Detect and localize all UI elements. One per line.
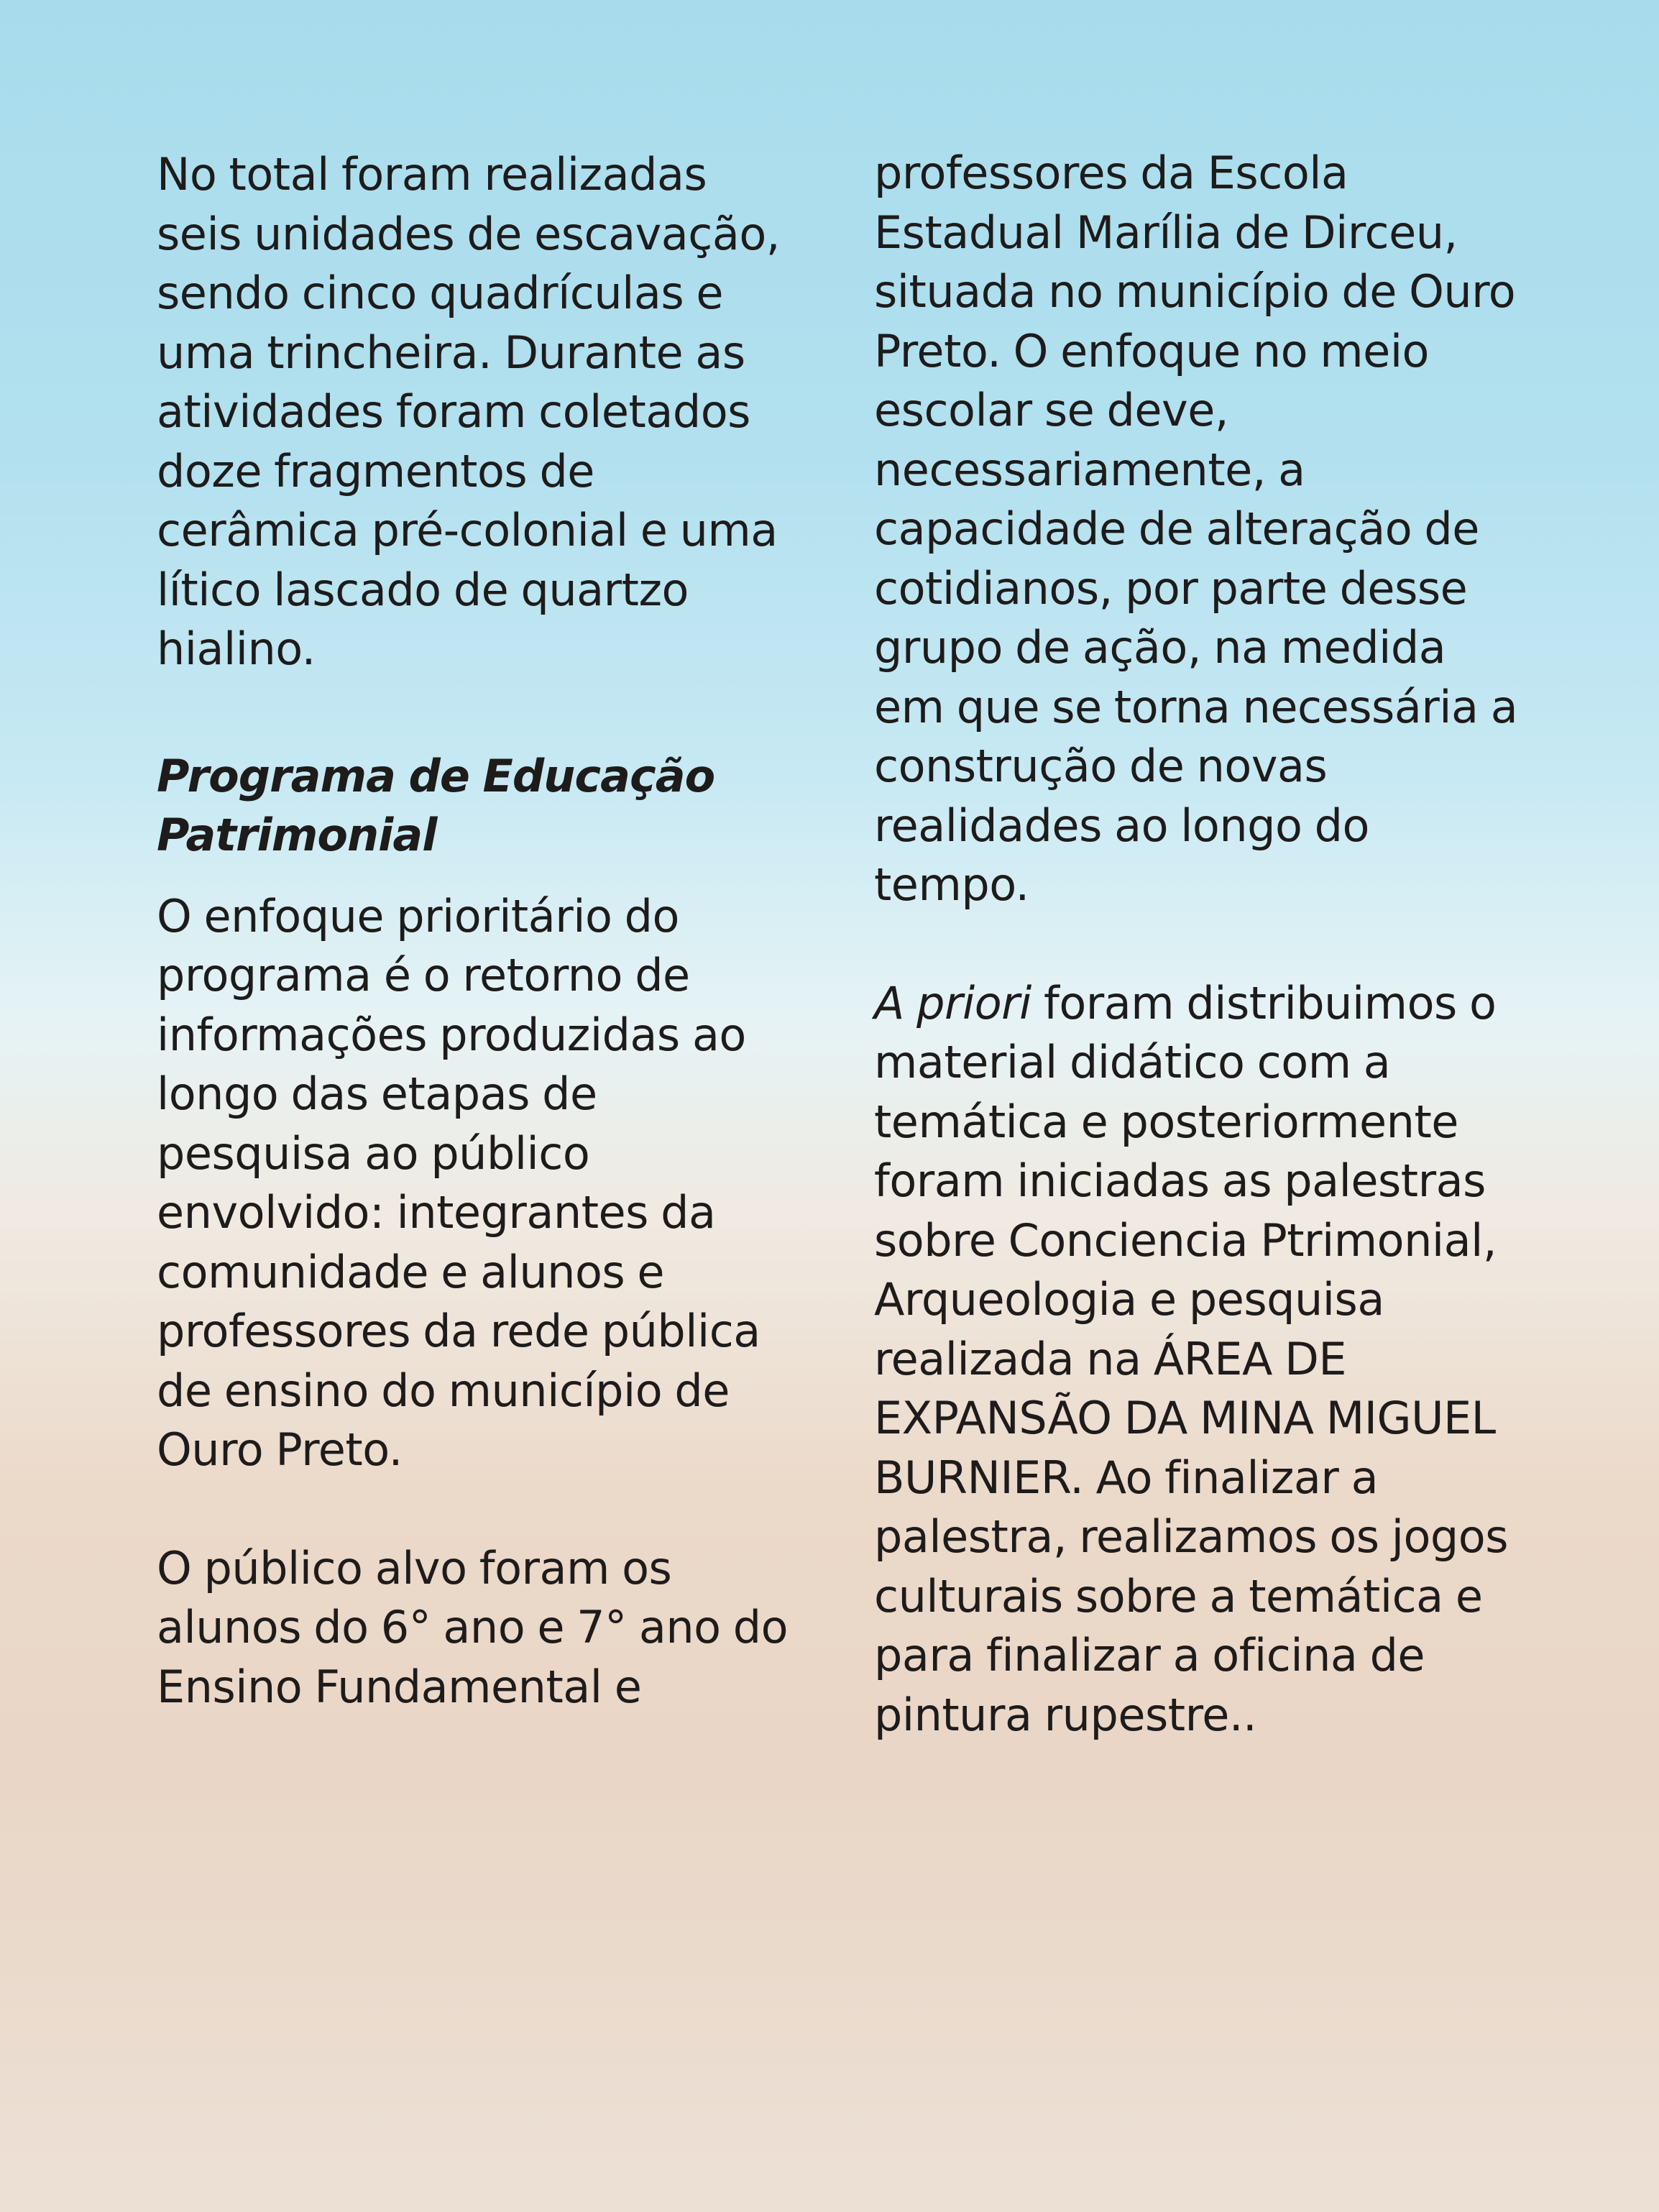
left-paragraph-target-audience: O público alvo foram os alunos do 6° ano e 7° ano do Ensino Fundamental e [157,1541,789,1713]
right-column [874,144,1521,1745]
section-heading-line-2: Patrimonial [157,809,437,861]
section-heading [157,747,804,866]
right-paragraph-school: professores da Escola Estadual Marília de Dirceu, situada no município de Ouro Preto. O enfoque no meio escolar se deve, necessariamente, a capacidade de alteração de cotidianos, por parte desse grupo de ação, na medida em que se torna necessária a construção de novas realidades ao longo do tempo. [874,147,1518,911]
left-paragraph-excavation: No total foram realizadas seis unidades de escavação, sendo cinco quadrículas e uma trincheira. Durante as atividades foram coletados doze fragmentos de cerâmica pré-colonial e uma lítico lascado de quartzo hialino. [157,148,780,675]
a-priori-italic: A priori [874,976,1031,1029]
left-paragraph-program-focus: O enfoque prioritário do programa é o retorno de informações produzidas ao longo das etapas de pesquisa ao público envolvido: integrantes da comunidade e alunos e professores da rede pública de ensino do município de Ouro Preto. [157,889,760,1476]
activities-text: foram distribuimos o material didático com a temática e posteriormente foram iniciadas as palestras sobre Conciencia Ptrimonial, Arqueologia e pesquisa realizada na ÁREA DE EXPANSÃO DA MINA MIGUEL BURNIER. Ao finalizar a palestra, realizamos os jogos culturais sobre a temática e para finalizar a oficina de pintura rupestre.. [874,976,1509,1741]
right-paragraph-activities [874,974,1521,1745]
left-column [157,145,804,1717]
section-heading-line-1: Programa de Educação [157,749,715,802]
